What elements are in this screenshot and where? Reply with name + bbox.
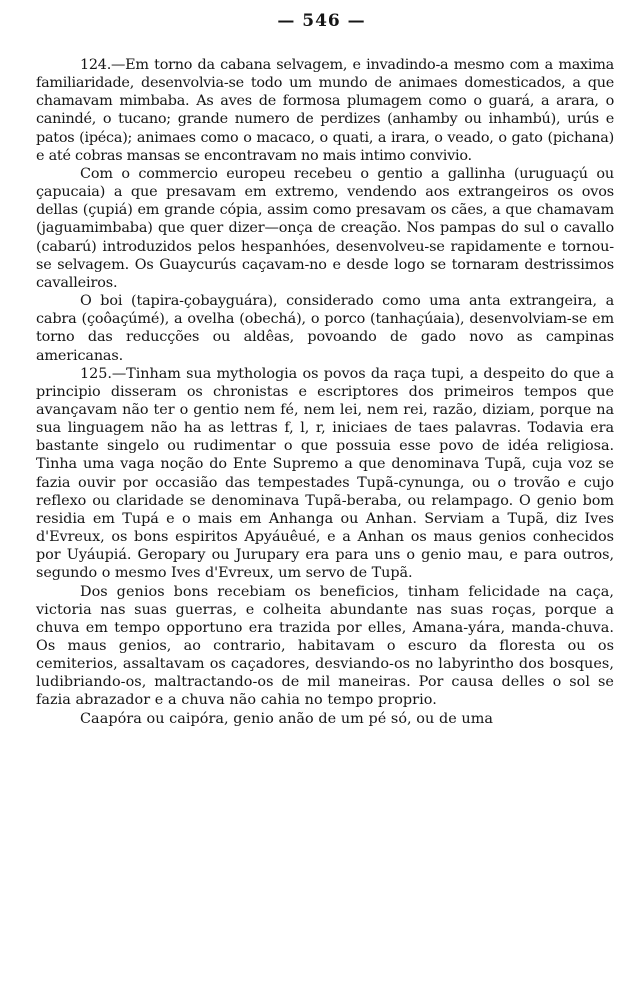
page-number-header: — 546 —: [277, 11, 366, 31]
paragraph-caapora: Caapóra ou caipóra, genio anão de um pé só, ou de uma: [80, 710, 494, 727]
paragraph-124-animals: 124.—Em torno da cabana selvagem, e invadindo-a mesmo com a maxima familiaridade, desenvolvia-se todo um mundo de animaes domesticados, a que chamavam mimbaba. As aves de formosa plumagem como o guará, a arara, o canindé, o tucano; grande numero de perdizes (anhamby ou inhambú), urús e patos (ipéca); animaes como o macaco, o quati, a irara, o veado, o gato (pichana) e até cobras mansas se encontravam no mais intimo convivio.: [36, 57, 614, 164]
text-column: [36, 56, 614, 728]
paragraph-genios: Dos genios bons recebiam os beneficios, tinham felicidade na caça, victoria nas suas guerras, e colheita abundante nas suas roças, porque a chuva em tempo opportuno era trazida por elles, Amana-yára, manda-chuva. Os maus genios, ao contrario, habitavam o escuro da floresta ou os cemiterios, assaltavam os caçadores, desviando-os no labyrintho dos bosques, ludibriando-os, maltractando-os de mil maneiras. Por causa delles o sol se fazia abrazador e a chuva não cahia no tempo proprio.: [36, 583, 614, 709]
paragraph-125-mythology: 125.—Tinham sua mythologia os povos da raça tupi, a despeito do que a principio disseram os chronistas e escriptores dos primeiros tempos que avançavam não ter o gentio nem fé, nem lei, nem rei, razão, diziam, porque na sua linguagem não ha as lettras f, l, r, iniciaes de taes palavras. Todavia era bastante singelo ou rudimentar o que possuia esse povo de idéa religiosa. Tinha uma vaga noção do Ente Supremo a que denominava Tupã, cuja voz se fazia ouvir por occasião das tempestades Tupã-cynunga, ou o trovão e cujo reflexo ou claridade se denominava Tupã-beraba, ou relampago. O genio bom residia em Tupá e o mais em Anhanga ou Anhan. Serviam a Tupã, diz Ives d'Evreux, os bons espiritos Apyáuêué, e a Anhan os maus genios conhecidos por Uyáupiá. Geropary ou Jurupary era para uns o genio mau, e para outros, segundo o mesmo Ives d'Evreux, um servo de Tupã.: [36, 365, 614, 582]
paragraph-livestock: O boi (tapira-çobayguára), considerado como uma anta extrangeira, a cabra (çoôaçúmé), a ovelha (obechá), o porco (tanhaçúaia), desenvolviam-se em torno das reducções ou aldêas, povoando de gado novo as campinas americanas.: [36, 293, 614, 364]
paragraph-european-commerce: Com o commercio europeu recebeu o gentio a gallinha (uruguaçú ou çapucaia) a que presavam em extremo, vendendo aos extrangeiros os ovos dellas (çupiá) em grande cópia, assim como presavam os cães, a que chamavam (jaguamimbaba) que quer dizer—onça de creação. Nos pampas do sul o cavallo (cabarú) introduzidos pelos hespanhóes, desenvolveu-se rapidamente e tornou-se selvagem. Os Guaycurús caçavam-no e desde logo se tornaram destrissimos cavalleiros.: [36, 165, 614, 291]
